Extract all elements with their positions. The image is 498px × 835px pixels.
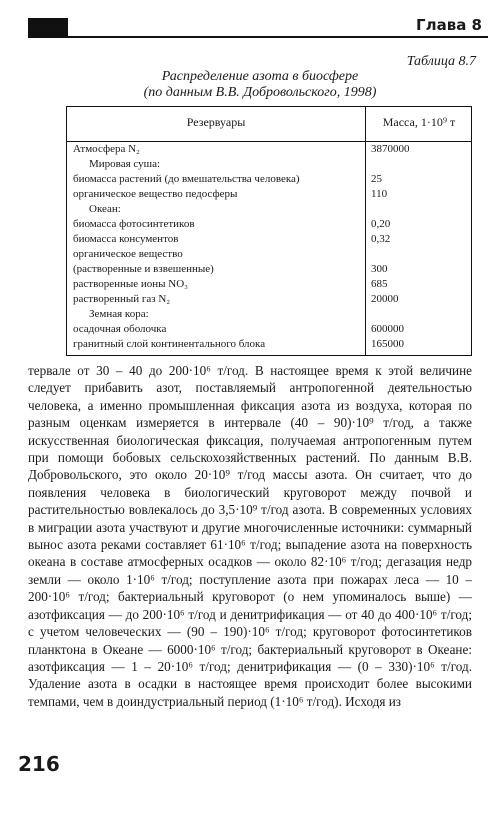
table-row [67,322,473,337]
reservoir-cell: гранитный слой континентального блока [73,338,266,350]
reservoir-cell: биомасса фотосинтетиков [73,218,195,230]
reservoir-cell: биомасса консументов [73,233,179,245]
table-row [67,157,473,172]
body-text: тервале от 30 – 40 до 200·10⁶ т/год. В настоящее время к этой величине следует прибавить азот, поставляемый антропогенной деятельностью человека, а именно промышленная фиксация азота из воздуха, которая по разным оценкам измеряется в интервале (40 – 90)·10⁹ т/год, а также искусственная биологическая фиксация, получаемая антропогенным путем при помощи бобовых сельскохозяйственных растений. По данным В.В. Добровольского, это около 20·10⁹ т/год массы азота. Он считает, что до появления человека в биологический круговорот между почвой и растительностью вовлекалось до 3,5·10⁹ т/год азота. В современных условиях в миграции азота участвуют и другие многочисленные источники: суммарный вынос азота реками составляет 61·10⁶ т/год; выпадение азота на поверхность океана в составе атмосферных осадков — около 82·10⁶ т/год; дегазация недр земли — около 1·10⁶ т/год; поступление азота при пожарах леса — 10 – 200·10⁶ т/год; бактериальный круговорот (о нем упоминалось выше) — азотфиксация — до 200·10⁶ т/год и денитрификация — от 40 до 400·10⁶ т/год; с учетом человеческих — (90 – 190)·10⁶ т/год; круговорот фотосинтетиков планктона в Океане — 6000·10⁶ т/год; бактериальный круговорот в Океане: азотфиксация — 1 – 20·10⁶ т/год; денитрификация — (0 – 330)·10⁶ т/год. Удаление азота в осадки в настоящее время происходит более высокими темпами, чем в доиндустриальный период (1·10⁶ т/год). Исходя из [28,363,472,709]
reservoir-cell: растворенный газ N₂ [73,293,171,305]
mass-cell: 685 [371,278,388,290]
table-row [67,187,473,202]
mass-cell: 0,32 [371,233,391,245]
nitrogen-distribution-table [66,106,472,356]
reservoir-cell: органическое вещество педосферы [73,188,238,200]
body-paragraph [28,362,472,710]
header-rule [28,36,488,38]
reservoir-cell: органическое вещество [73,248,183,260]
page-number: 216 [18,752,60,776]
table-row [67,247,473,262]
mass-cell: 20000 [371,293,399,305]
reservoir-cell: растворенные ионы NO₃ [73,278,189,290]
reservoir-group-cell: Земная кора: [89,308,149,320]
table-row [67,292,473,307]
table-row [67,277,473,292]
column-header-reservoirs: Резервуары [186,115,246,129]
column-header-mass: Масса, 1·10⁹ т [382,115,456,129]
table-row [67,307,473,322]
reservoir-group-cell: Океан: [89,203,121,215]
reservoir-cell: (растворенные и взвешенные) [73,263,214,275]
table-row [67,202,473,217]
mass-cell: 110 [371,188,388,200]
table-row [67,142,473,157]
chapter-marker-block [28,18,68,38]
mass-cell: 300 [371,263,388,275]
mass-cell: 600000 [371,323,404,335]
chapter-title: Глава 8 [416,16,482,34]
mass-cell: 165000 [371,338,404,350]
mass-cell: 0,20 [371,218,391,230]
reservoir-cell: осадочная оболочка [73,323,167,335]
reservoir-cell: биомасса растений (до вмешательства человека) [73,173,300,185]
table-subtitle: (по данным В.В. Добровольского, 1998) [143,85,377,100]
mass-cell: 3870000 [371,143,410,155]
table-number: Таблица 8.7 [406,54,476,69]
table-row [67,172,473,187]
table-row [67,217,473,232]
reservoir-group-cell: Мировая суша: [89,158,161,170]
mass-cell: 25 [371,173,382,185]
table-row [67,337,473,352]
reservoir-cell: Атмосфера N₂ [73,143,140,155]
table-title: Распределение азота в биосфере [161,69,359,84]
table-row [67,262,473,277]
table-row [67,232,473,247]
